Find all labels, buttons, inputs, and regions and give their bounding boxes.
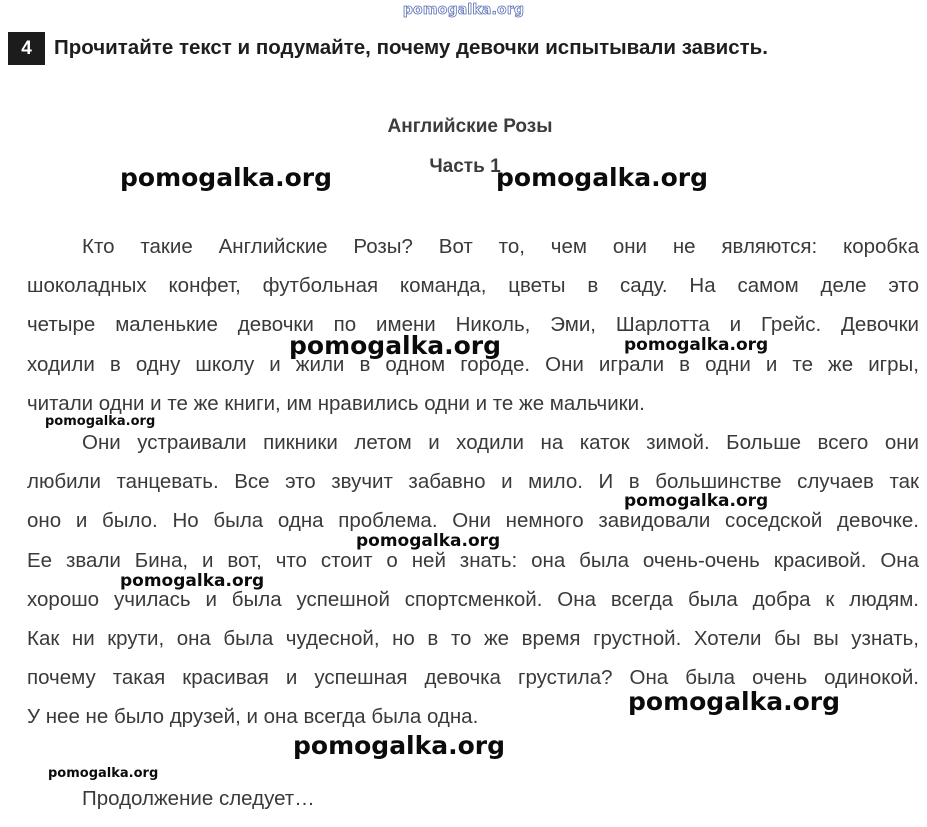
paragraph-line: хорошо училась и была успешной спортсменкой. Она всегда была добра к людям. xyxy=(27,587,919,611)
watermark: pomogalka.org xyxy=(120,571,265,591)
task-number-badge: 4 xyxy=(8,32,45,65)
top-watermark: pomogalka.org xyxy=(402,2,525,18)
paragraph-1 xyxy=(27,227,919,423)
watermark: pomogalka.org xyxy=(45,414,156,429)
paragraph-line: оно и было. Но была одна проблема. Они немного завидовали соседской девочке. xyxy=(27,509,919,533)
watermark: pomogalka.org xyxy=(289,331,502,360)
story-title: Английские Розы xyxy=(387,116,553,137)
watermark: pomogalka.org xyxy=(496,163,709,192)
paragraph-line: Кто такие Английские Розы? Вот то, чем они не являются: коробка xyxy=(82,235,919,258)
watermark: pomogalka.org xyxy=(624,335,769,355)
paragraph-line: Ее звали Бина, и вот, что стоит о ней знать: она была очень-очень красивой. Она xyxy=(27,548,919,572)
paragraph-line: Они устраивали пикники летом и ходили на каток зимой. Больше всего они xyxy=(82,431,919,454)
paragraph-line: У нее не было друзей, и она всегда была одна. xyxy=(27,705,479,729)
story-part: Часть 1 xyxy=(429,156,501,177)
watermark: pomogalka.org xyxy=(624,491,769,511)
watermark: pomogalka.org xyxy=(356,531,501,551)
watermark: pomogalka.org xyxy=(120,163,333,192)
task-instruction: Прочитайте текст и подумайте, почему девочки испытывали зависть. xyxy=(54,36,768,59)
watermark: pomogalka.org xyxy=(293,731,506,760)
paragraph-line: шоколадных конфет, футбольная команда, цветы в саду. На самом деле это xyxy=(27,274,919,298)
continuation-note: Продолжение следует… xyxy=(82,787,315,810)
paragraph-line: четыре маленькие девочки по имени Николь, Эми, Шарлотта и Грейс. Девочки xyxy=(27,313,919,337)
watermark: pomogalka.org xyxy=(628,687,841,716)
paragraph-line: Как ни крути, она была чудесной, но в то же время грустной. Хотели бы вы узнать, xyxy=(27,626,919,650)
paragraph-line: читали одни и те же книги, им нравились одни и те же мальчики. xyxy=(27,391,645,415)
paragraph-line: почему такая красивая и успешная девочка грустила? Она была очень одинокой. xyxy=(27,666,919,690)
paragraph-line: любили танцевать. Все это звучит забавно и мило. И в большинстве случаев так xyxy=(27,470,919,494)
paragraph-line: ходили в одну школу и жили в одном городе. Они играли в одни и те же игры, xyxy=(27,352,919,376)
watermark: pomogalka.org xyxy=(48,766,159,781)
